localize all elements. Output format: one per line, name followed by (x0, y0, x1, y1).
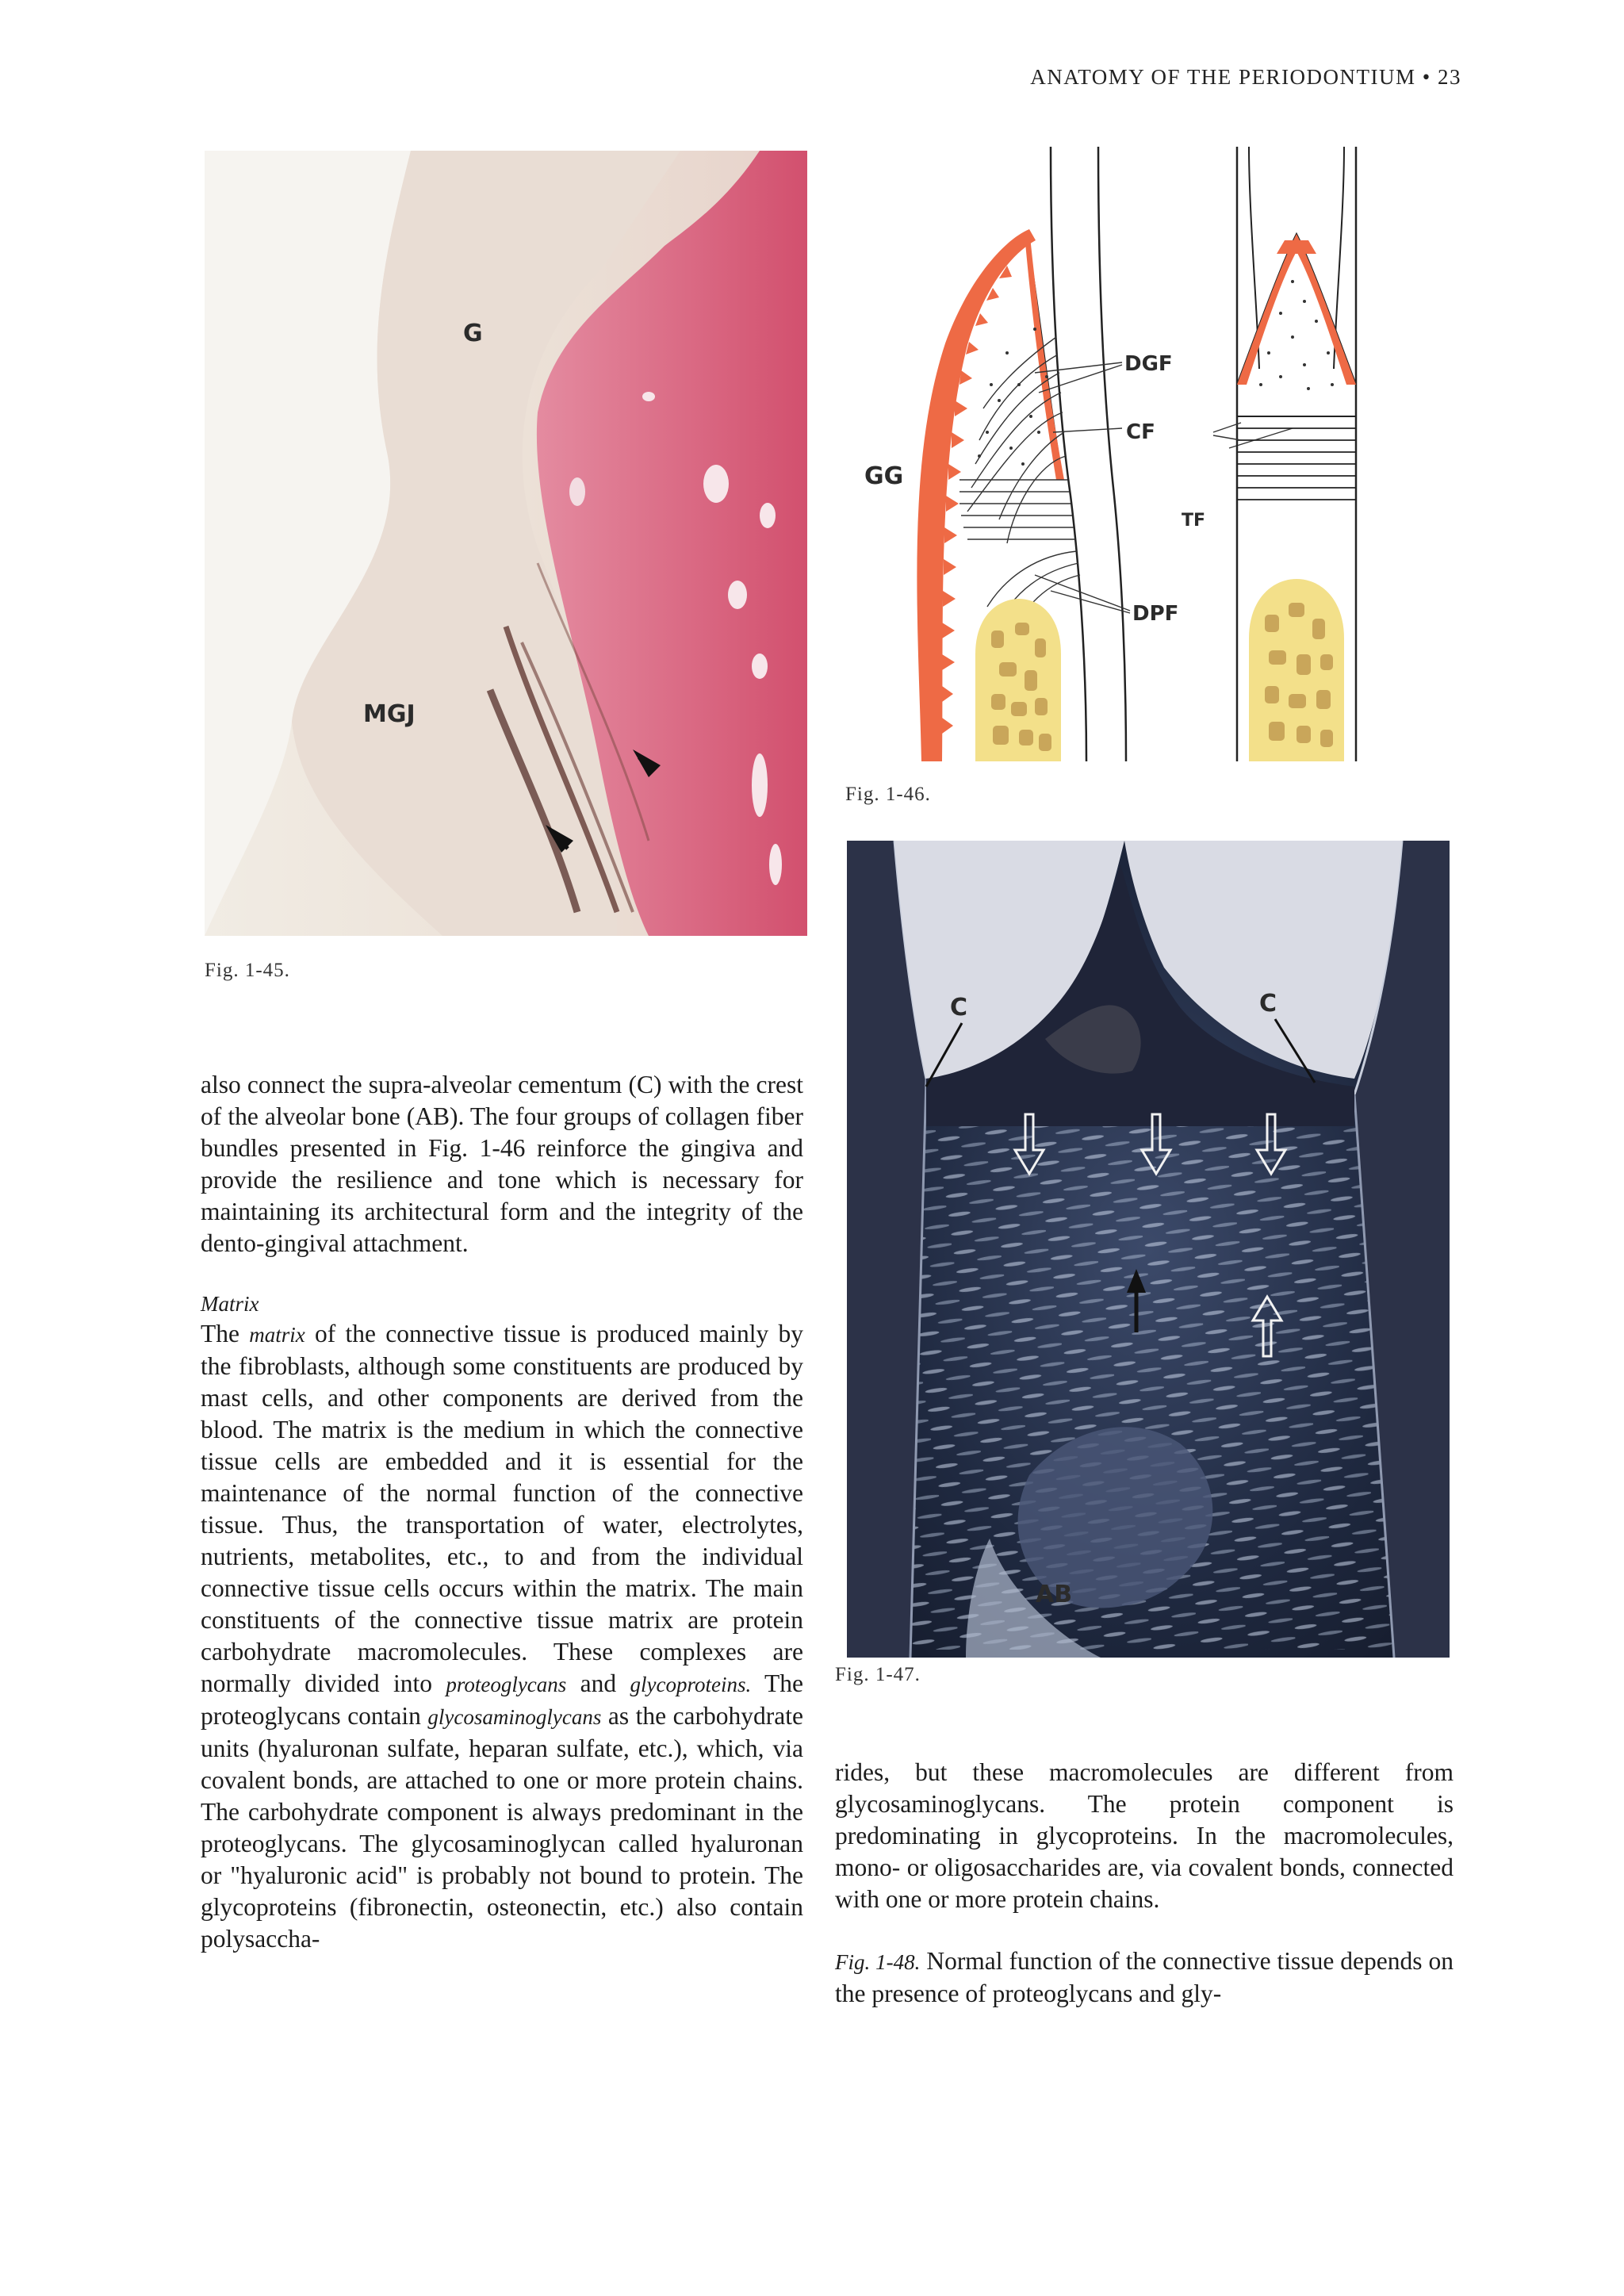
paragraph (201, 1318, 803, 1955)
fig-1-46-caption: Fig. 1-46. (845, 784, 931, 805)
marrow-space (569, 477, 585, 506)
fig47-label-c-right: C (1259, 990, 1277, 1018)
fig-1-45-caption: Fig. 1-45. (205, 960, 290, 981)
fig47-label-c-left: C (950, 994, 968, 1022)
text-run: The proteoglycans contain (201, 1669, 804, 1730)
marrow-space (728, 581, 747, 609)
fig46-label-dgf: DGF (1124, 352, 1173, 376)
figure-1-46-diagram (848, 147, 1467, 761)
right-column-text (835, 1757, 1454, 2010)
marrow-space (703, 465, 729, 503)
marrow-space (752, 753, 768, 817)
fig46-label-dpf: DPF (1132, 602, 1179, 626)
section-heading-matrix: Matrix (201, 1292, 259, 1316)
figure-1-45-micrograph (205, 151, 807, 936)
fig-1-48-label: Fig. 1-48. (835, 1950, 921, 1974)
italic-term: matrix (249, 1323, 305, 1347)
fig-1-48-paragraph (835, 1945, 1454, 2010)
fig46-label-cf: CF (1126, 420, 1155, 444)
italic-term: glycoproteins. (630, 1673, 752, 1696)
text-run: Normal function of the connective tissue depends on the presence of proteoglycans and gly- (835, 1947, 1454, 2007)
fig-1-47-caption: Fig. 1-47. (835, 1664, 921, 1685)
marrow-space (752, 654, 768, 679)
text-run: The (201, 1320, 250, 1347)
text-run: and (566, 1669, 630, 1697)
paragraph: also connect the supra-alveolar cementum (C) with the crest of the alveolar bone (AB). The four groups of collagen fiber bundles presented in Fig. 1-46 reinforce the gingiva and provide the resilience and tone which is necessary for maintaining its architectural form and the integrity of the dento-gingival attachment. (201, 1071, 803, 1257)
italic-term: glycosaminoglycans (427, 1705, 602, 1729)
left-column-text (201, 1069, 803, 1955)
paragraph: rides, but these macromolecules are different from glycosaminoglycans. The protein component is predominating in glycoproteins. In the macromolecules, mono- or oligosaccharides are, via covalent bonds, connected with one or more protein chains. (835, 1758, 1454, 1913)
fig46-label-tf: TF (1182, 511, 1206, 531)
marrow-space (769, 844, 782, 885)
text-run: as the carbohydrate units (hyaluronan sulfate, heparan sulfate, etc.), which, via covalent bonds, are attached to one or more protein chains. The carbohydrate component is always predominant in the proteoglycans. The glycosaminoglycan called hyaluronan or "hyaluronic acid" is probably not bound to protein. The glycoproteins (fibronectin, osteonectin, etc.) also contain polysaccha- (201, 1702, 803, 1953)
text-run: of the connective tissue is produced mainly by the fibroblasts, although some constituents are produced by mast cells, and other components are derived from the blood. The matrix is the medium in which the connective tissue cells are embedded and it is essential for the maintenance of the normal function of the connective tissue. Thus, the transportation of water, electrolytes, nutrients, metabolites, etc., to and from the individual connective tissue cells occurs within the matrix. The main constituents of the connective tissue matrix are protein carbohydrate macromolecules. These complexes are normally divided into (201, 1320, 803, 1697)
fig45-label-mgj: MGJ (363, 700, 416, 728)
marrow-space (642, 392, 655, 401)
running-header: ANATOMY OF THE PERIODONTIUM • 23 (1030, 65, 1461, 89)
fig45-label-g: G (463, 320, 483, 347)
italic-term: proteoglycans (446, 1673, 567, 1696)
fig46-label-gg: GG (864, 462, 904, 490)
figure-1-47-micrograph (847, 841, 1450, 1658)
fig47-label-ab: AB (1036, 1581, 1073, 1608)
marrow-space (760, 503, 776, 528)
